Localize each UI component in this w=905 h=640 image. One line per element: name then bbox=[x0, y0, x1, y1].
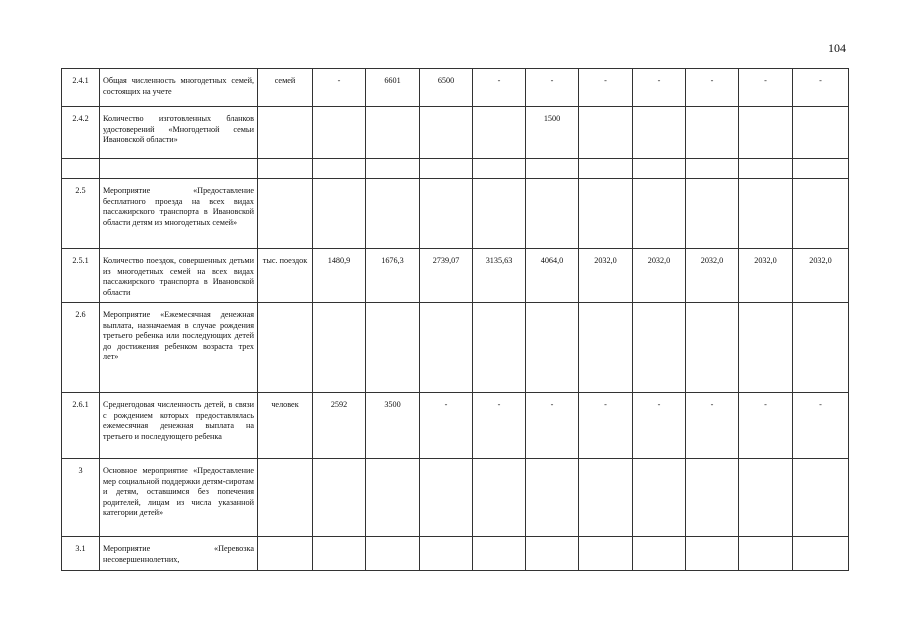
value-cell: - bbox=[579, 69, 633, 107]
value-cell: 2592 bbox=[313, 393, 366, 459]
value-cell: - bbox=[793, 69, 849, 107]
row-name: Мероприятие «Перевозка несовершеннолетних, bbox=[100, 537, 258, 571]
value-cell: 3135,63 bbox=[473, 249, 526, 303]
value-cell bbox=[473, 159, 526, 179]
table-row bbox=[62, 249, 849, 303]
value-cell: - bbox=[739, 69, 793, 107]
indicator-table bbox=[61, 68, 849, 571]
value-cell bbox=[739, 459, 793, 537]
value-cell bbox=[793, 179, 849, 249]
row-number: 2.5.1 bbox=[62, 249, 100, 303]
value-cell: 1500 bbox=[526, 107, 579, 159]
value-cell bbox=[473, 107, 526, 159]
value-cell bbox=[579, 107, 633, 159]
value-cell bbox=[686, 159, 739, 179]
value-cell bbox=[633, 159, 686, 179]
value-cell: 1480,9 bbox=[313, 249, 366, 303]
table-row bbox=[62, 159, 849, 179]
row-unit: человек bbox=[258, 393, 313, 459]
value-cell bbox=[739, 179, 793, 249]
value-cell: - bbox=[313, 69, 366, 107]
value-cell bbox=[526, 179, 579, 249]
value-cell: - bbox=[526, 69, 579, 107]
table-row bbox=[62, 179, 849, 249]
value-cell bbox=[366, 303, 420, 393]
value-cell bbox=[420, 537, 473, 571]
value-cell bbox=[313, 303, 366, 393]
value-cell: 2032,0 bbox=[633, 249, 686, 303]
value-cell: 6601 bbox=[366, 69, 420, 107]
table-row bbox=[62, 303, 849, 393]
value-cell: - bbox=[579, 393, 633, 459]
row-name: Мероприятие «Ежемесячная денежная выплата, назначаемая в случае рождения третьего ребенка или последующих детей до достижения ребенком возраста трех лет» bbox=[100, 303, 258, 393]
value-cell bbox=[473, 459, 526, 537]
table-row bbox=[62, 537, 849, 571]
value-cell: - bbox=[633, 69, 686, 107]
table-row bbox=[62, 393, 849, 459]
value-cell bbox=[526, 159, 579, 179]
value-cell: 2739,07 bbox=[420, 249, 473, 303]
value-cell bbox=[579, 159, 633, 179]
value-cell bbox=[793, 303, 849, 393]
value-cell bbox=[473, 179, 526, 249]
value-cell bbox=[420, 107, 473, 159]
value-cell bbox=[420, 159, 473, 179]
row-name bbox=[100, 159, 258, 179]
table-row bbox=[62, 69, 849, 107]
value-cell bbox=[579, 179, 633, 249]
value-cell bbox=[633, 179, 686, 249]
value-cell bbox=[526, 303, 579, 393]
row-number: 3.1 bbox=[62, 537, 100, 571]
row-name: Количество изготовленных бланков удостоверений «Многодетной семьи Ивановской области» bbox=[100, 107, 258, 159]
table-row bbox=[62, 107, 849, 159]
value-cell bbox=[579, 303, 633, 393]
value-cell bbox=[793, 459, 849, 537]
row-number: 2.4.2 bbox=[62, 107, 100, 159]
row-name: Основное мероприятие «Предоставление мер социальной поддержки детям-сиротам и детям, оставшимся без попечения родителей, лицам из числа указанной категории детей» bbox=[100, 459, 258, 537]
value-cell bbox=[686, 303, 739, 393]
value-cell bbox=[420, 179, 473, 249]
row-number: 2.6 bbox=[62, 303, 100, 393]
value-cell bbox=[793, 159, 849, 179]
row-unit bbox=[258, 107, 313, 159]
row-name: Среднегодовая численность детей, в связи с рождением которых предоставлялась ежемесячная денежная выплата на третьего и последующего ребенка bbox=[100, 393, 258, 459]
value-cell: 1676,3 bbox=[366, 249, 420, 303]
value-cell: - bbox=[686, 393, 739, 459]
value-cell: 2032,0 bbox=[579, 249, 633, 303]
row-unit: тыс. поездок bbox=[258, 249, 313, 303]
value-cell bbox=[579, 459, 633, 537]
value-cell: - bbox=[739, 393, 793, 459]
value-cell bbox=[420, 303, 473, 393]
value-cell bbox=[526, 537, 579, 571]
value-cell: 4064,0 bbox=[526, 249, 579, 303]
row-unit bbox=[258, 459, 313, 537]
row-unit bbox=[258, 179, 313, 249]
row-number: 2.6.1 bbox=[62, 393, 100, 459]
value-cell bbox=[313, 107, 366, 159]
value-cell: 6500 bbox=[420, 69, 473, 107]
row-number: 2.4.1 bbox=[62, 69, 100, 107]
row-name: Общая численность многодетных семей, состоящих на учете bbox=[100, 69, 258, 107]
value-cell bbox=[793, 537, 849, 571]
value-cell bbox=[739, 107, 793, 159]
value-cell: 2032,0 bbox=[686, 249, 739, 303]
value-cell bbox=[633, 303, 686, 393]
value-cell bbox=[633, 107, 686, 159]
row-name: Мероприятие «Предоставление бесплатного проезда на всех видах пассажирского транспорта в Ивановской области детям из многодетных семей» bbox=[100, 179, 258, 249]
row-number bbox=[62, 159, 100, 179]
row-unit bbox=[258, 159, 313, 179]
value-cell: - bbox=[793, 393, 849, 459]
table-row bbox=[62, 459, 849, 537]
value-cell bbox=[526, 459, 579, 537]
row-name: Количество поездок, совершенных детьми из многодетных семей на всех видах пассажирского транспорта в Ивановской области bbox=[100, 249, 258, 303]
value-cell bbox=[793, 107, 849, 159]
value-cell: - bbox=[473, 393, 526, 459]
value-cell bbox=[686, 107, 739, 159]
value-cell bbox=[739, 303, 793, 393]
row-number: 3 bbox=[62, 459, 100, 537]
value-cell bbox=[579, 537, 633, 571]
value-cell bbox=[366, 159, 420, 179]
row-number: 2.5 bbox=[62, 179, 100, 249]
value-cell bbox=[633, 459, 686, 537]
value-cell: - bbox=[633, 393, 686, 459]
value-cell bbox=[686, 459, 739, 537]
value-cell bbox=[739, 537, 793, 571]
row-unit: семей bbox=[258, 69, 313, 107]
value-cell bbox=[686, 537, 739, 571]
value-cell: 3500 bbox=[366, 393, 420, 459]
value-cell: - bbox=[420, 393, 473, 459]
value-cell: - bbox=[526, 393, 579, 459]
value-cell bbox=[473, 303, 526, 393]
value-cell bbox=[313, 459, 366, 537]
value-cell: 2032,0 bbox=[739, 249, 793, 303]
page-number: 104 bbox=[828, 41, 846, 55]
value-cell bbox=[633, 537, 686, 571]
value-cell bbox=[366, 459, 420, 537]
value-cell bbox=[313, 159, 366, 179]
value-cell: - bbox=[473, 69, 526, 107]
row-unit bbox=[258, 537, 313, 571]
value-cell bbox=[366, 107, 420, 159]
value-cell: 2032,0 bbox=[793, 249, 849, 303]
value-cell: - bbox=[686, 69, 739, 107]
value-cell bbox=[686, 179, 739, 249]
value-cell bbox=[313, 537, 366, 571]
value-cell bbox=[313, 179, 366, 249]
value-cell bbox=[473, 537, 526, 571]
value-cell bbox=[366, 537, 420, 571]
value-cell bbox=[366, 179, 420, 249]
table-body bbox=[62, 69, 849, 571]
value-cell bbox=[420, 459, 473, 537]
row-unit bbox=[258, 303, 313, 393]
value-cell bbox=[739, 159, 793, 179]
